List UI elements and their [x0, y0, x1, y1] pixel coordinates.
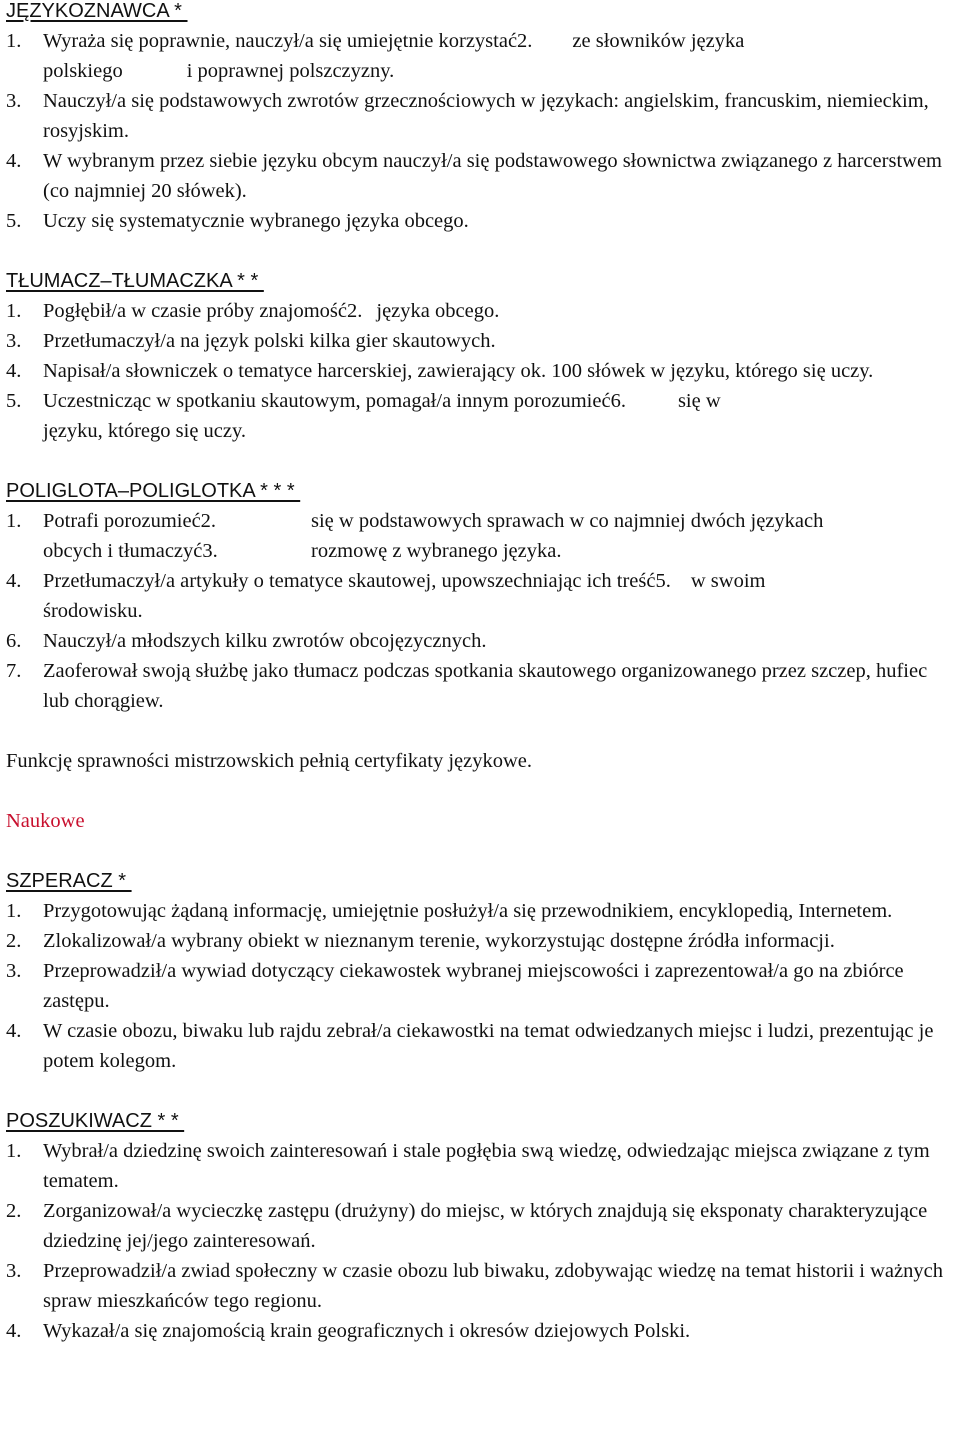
list-item: [6, 1136, 958, 1196]
item-number: 5.: [6, 210, 22, 232]
item-text: W wybranym przez siebie języku obcym nauczył/a się podstawowego słownictwa związanego z harcerstwem (co najmniej 20 słówek).: [43, 150, 943, 202]
item-number: 5.: [6, 390, 22, 412]
item-text: Nauczył/a młodszych kilku zwrotów obcojęzycznych.: [43, 630, 487, 652]
spacer: [6, 716, 958, 746]
item-text: środowisku.: [43, 600, 143, 622]
list-item: [6, 566, 958, 626]
list-item: [6, 626, 958, 656]
list-item: [6, 926, 958, 956]
item-number: 4.: [6, 150, 22, 172]
item-number: 1.: [6, 1140, 22, 1162]
list-item: [6, 26, 958, 86]
item-text: Przeprowadził/a zwiad społeczny w czasie obozu lub biwaku, zdobywając wiedzę na temat historii i ważnych spraw mieszkańców tego regionu.: [43, 1260, 943, 1312]
item-text: obcych i tłumaczyć3.: [43, 540, 218, 562]
item-text: Potrafi porozumieć2.: [43, 510, 217, 532]
item-text: ze słowników języka: [572, 30, 745, 52]
list-item: [6, 896, 958, 926]
spacer: [6, 236, 958, 266]
list-item: [6, 506, 958, 566]
item-number: 4.: [6, 570, 22, 592]
list-item: [6, 206, 958, 236]
list-item: [6, 656, 958, 716]
list-item: [6, 146, 958, 206]
section-heading-poszukiwacz: POSZUKIWACZ * *: [6, 1110, 185, 1132]
spacer: [6, 836, 958, 866]
list-item: [6, 296, 958, 326]
item-text: się w podstawowych sprawach w co najmniej dwóch językach: [311, 510, 824, 532]
item-text: Zorganizował/a wycieczkę zastępu (drużyny) do miejsc, w których znajdują się eksponaty charakteryzujące dziedzinę jej/jego zainteresowań.: [43, 1200, 928, 1252]
item-text: się w: [677, 390, 721, 412]
item-number: 4.: [6, 1320, 22, 1342]
item-text: języka obcego.: [376, 300, 500, 322]
item-text: Uczestnicząc w spotkaniu skautowym, pomagał/a innym porozumieć6.: [43, 390, 626, 412]
list-item: [6, 1316, 958, 1346]
spacer: [6, 1076, 958, 1106]
item-number: 2.: [6, 930, 22, 952]
list-item: [6, 326, 958, 356]
item-number: 4.: [6, 360, 22, 382]
item-text: Wyraża się poprawnie, nauczył/a się umiejętnie korzystać2.: [43, 30, 533, 52]
item-number: 1.: [6, 300, 22, 322]
item-number: 3.: [6, 960, 22, 982]
item-text: W czasie obozu, biwaku lub rajdu zebrał/a ciekawostki na temat odwiedzanych miejsc i ludzi, prezentując je potem kolegom.: [43, 1020, 934, 1072]
section-heading-szperacz: SZPERACZ *: [6, 870, 132, 892]
item-number: 6.: [6, 630, 22, 652]
item-text: Zlokalizował/a wybrany obiekt w nieznanym terenie, wykorzystując dostępne źródła informacji.: [43, 930, 835, 952]
item-text: Przetłumaczył/a na język polski kilka gier skautowych.: [43, 330, 496, 352]
item-number: 3.: [6, 1260, 22, 1282]
item-text: Przetłumaczył/a artykuły o tematyce skautowej, upowszechniając ich treść5.: [43, 570, 671, 592]
item-number: 1.: [6, 510, 22, 532]
section-heading-jezykoznawca: JĘZYKOZNAWCA *: [6, 0, 188, 22]
list-item: [6, 1256, 958, 1316]
spacer: [6, 446, 958, 476]
item-number: 2.: [6, 1200, 22, 1222]
item-text: rozmowę z wybranego języka.: [311, 540, 562, 562]
item-text: Zaoferował swoją służbę jako tłumacz podczas spotkania skautowego organizowanego przez szczep, hufiec lub chorągiew.: [43, 660, 928, 712]
item-text: Wybrał/a dziedzinę swoich zainteresowań i stale pogłębia swą wiedzę, odwiedzając miejsca związane z tym tematem.: [43, 1140, 930, 1192]
item-number: 7.: [6, 660, 22, 682]
item-text: Przeprowadził/a wywiad dotyczący ciekawostek wybranej miejscowości i zaprezentował/a go na zbiórce zastępu.: [43, 960, 904, 1012]
item-text: w swoim: [690, 570, 766, 592]
item-text: polskiego: [43, 60, 123, 82]
item-text: Nauczył/a się podstawowych zwrotów grzecznościowych w językach: angielskim, francuskim, niemieckim, rosyjskim.: [43, 90, 929, 142]
item-number: 4.: [6, 1020, 22, 1042]
item-text: języku, którego się uczy.: [43, 420, 247, 442]
list-item: [6, 386, 958, 446]
category-label: Naukowe: [6, 810, 85, 832]
item-text: Napisał/a słowniczek o tematyce harcerskiej, zawierający ok. 100 słówek w języku, którego się uczy.: [43, 360, 874, 382]
document-page: [6, 0, 958, 1346]
item-text: Pogłębił/a w czasie próby znajomość2.: [43, 300, 363, 322]
item-text: Uczy się systematycznie wybranego języka obcego.: [43, 210, 469, 232]
item-number: 3.: [6, 90, 22, 112]
section-heading-tlumacz: TŁUMACZ–TŁUMACZKA * *: [6, 270, 264, 292]
list-item: [6, 86, 958, 146]
spacer: [6, 776, 958, 806]
section-heading-poliglota: POLIGLOTA–POLIGLOTKA * * *: [6, 480, 301, 502]
item-text: Wykazał/a się znajomością krain geograficznych i okresów dziejowych Polski.: [43, 1320, 691, 1342]
list-item: [6, 956, 958, 1016]
list-item: [6, 1196, 958, 1256]
item-text: i poprawnej polszczyzny.: [186, 60, 395, 82]
item-number: 1.: [6, 900, 22, 922]
item-text: Przygotowując żądaną informację, umiejętnie posłużył/a się przewodnikiem, encyklopedią, Internetem.: [43, 900, 893, 922]
list-item: [6, 1016, 958, 1076]
item-number: 1.: [6, 30, 22, 52]
list-item: [6, 356, 958, 386]
item-number: 3.: [6, 330, 22, 352]
certificates-note: Funkcję sprawności mistrzowskich pełnią certyfikaty językowe.: [6, 750, 533, 772]
